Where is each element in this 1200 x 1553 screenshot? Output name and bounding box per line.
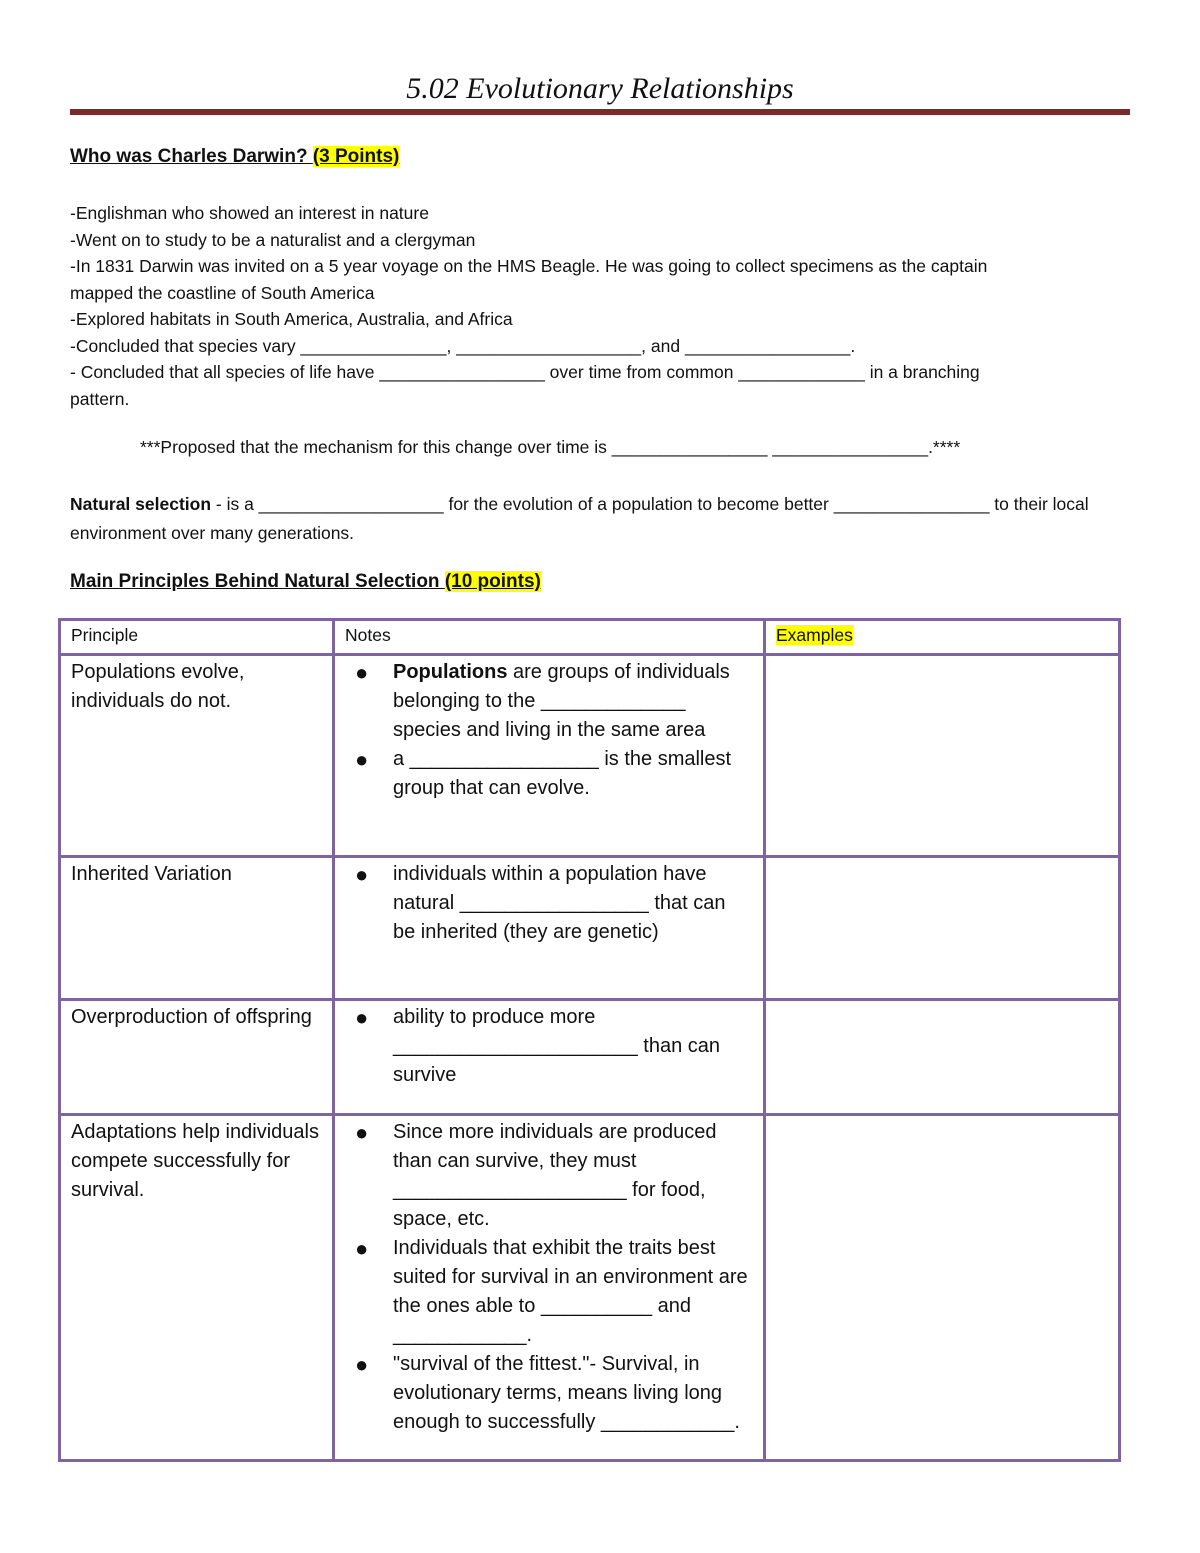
note-item: ● Since more individuals are produced than can survive, they must _____________________ for food, space, etc. (393, 1118, 753, 1234)
table-row (60, 857, 1120, 1000)
note-item: ● Populations are groups of individuals belonging to the _____________ species and living in the same area (393, 658, 753, 745)
example-cell[interactable] (765, 1000, 1120, 1115)
natural-selection-term: Natural selection (70, 494, 212, 514)
darwin-line: -Explored habitats in South America, Australia, and Africa (70, 309, 513, 329)
principle-cell: Inherited Variation (60, 857, 334, 1000)
note-item: ● Individuals that exhibit the traits best suited for survival in an environment are the ones able to __________ and ____________. (393, 1234, 753, 1350)
darwin-heading-text: Who was Charles Darwin? (70, 146, 308, 167)
darwin-line: pattern. (70, 388, 130, 409)
example-cell[interactable] (765, 655, 1120, 857)
examples-header-label: Examples (776, 625, 853, 645)
column-header-principle: Principle (60, 620, 334, 655)
column-header-notes: Notes (334, 620, 765, 655)
darwin-line: -Concluded that species vary _______________, ___________________, and _________________. (70, 335, 856, 356)
table-row (60, 1000, 1120, 1115)
note-item: ● a _________________ is the smallest group that can evolve. (393, 745, 753, 803)
example-cell[interactable] (765, 1115, 1120, 1461)
darwin-line: mapped the coastline of South America (70, 282, 375, 303)
darwin-line: -Englishman who showed an interest in nature (70, 203, 429, 223)
proposed-mechanism: ***Proposed that the mechanism for this change over time is ________________ ________________.**** (140, 437, 961, 457)
darwin-line: -In 1831 Darwin was invited on a 5 year voyage on the HMS Beagle. He was going to collect specimens as the captain (70, 256, 988, 276)
principles-points-badge: (10 points) (444, 571, 541, 592)
notes-cell (334, 1115, 765, 1461)
table-row (60, 1115, 1120, 1461)
column-header-examples (765, 620, 1120, 655)
darwin-line: -Went on to study to be a naturalist and a clergyman (70, 229, 476, 250)
darwin-points-badge: (3 Points) (312, 146, 400, 167)
note-item: ● ability to produce more ______________________ than can survive (393, 1003, 753, 1090)
principles-table (58, 618, 1121, 1462)
section-heading-darwin (70, 146, 399, 168)
notes-cell (334, 1000, 765, 1115)
darwin-line: - Concluded that all species of life have _________________ over time from common _____________ in a branching (70, 362, 980, 382)
table-header-row (60, 620, 1120, 655)
principle-cell: Adaptations help individuals compete successfully for survival. (60, 1115, 334, 1461)
note-term-populations: Populations (393, 661, 508, 683)
title-divider (70, 109, 1130, 115)
page-title: 5.02 Evolutionary Relationships (406, 72, 794, 105)
principle-cell: Overproduction of offspring (60, 1000, 334, 1115)
example-cell[interactable] (765, 857, 1120, 1000)
note-item: ● "survival of the fittest."- Survival, in evolutionary terms, means living long enough to successfully ____________. (393, 1350, 753, 1437)
note-item: ● individuals within a population have natural _________________ that can be inherited (they are genetic) (393, 860, 753, 947)
principles-heading-text: Main Principles Behind Natural Selection (70, 571, 440, 592)
table-row (60, 655, 1120, 857)
natural-selection-definition (70, 490, 1110, 548)
darwin-notes (70, 200, 1110, 412)
notes-cell (334, 655, 765, 857)
notes-cell (334, 857, 765, 1000)
natural-selection-text: - is a ___________________ for the evolution of a population to become better ________________ to their local environment over many generations. (70, 494, 1089, 543)
section-heading-principles (70, 571, 541, 593)
principle-cell: Populations evolve, individuals do not. (60, 655, 334, 857)
